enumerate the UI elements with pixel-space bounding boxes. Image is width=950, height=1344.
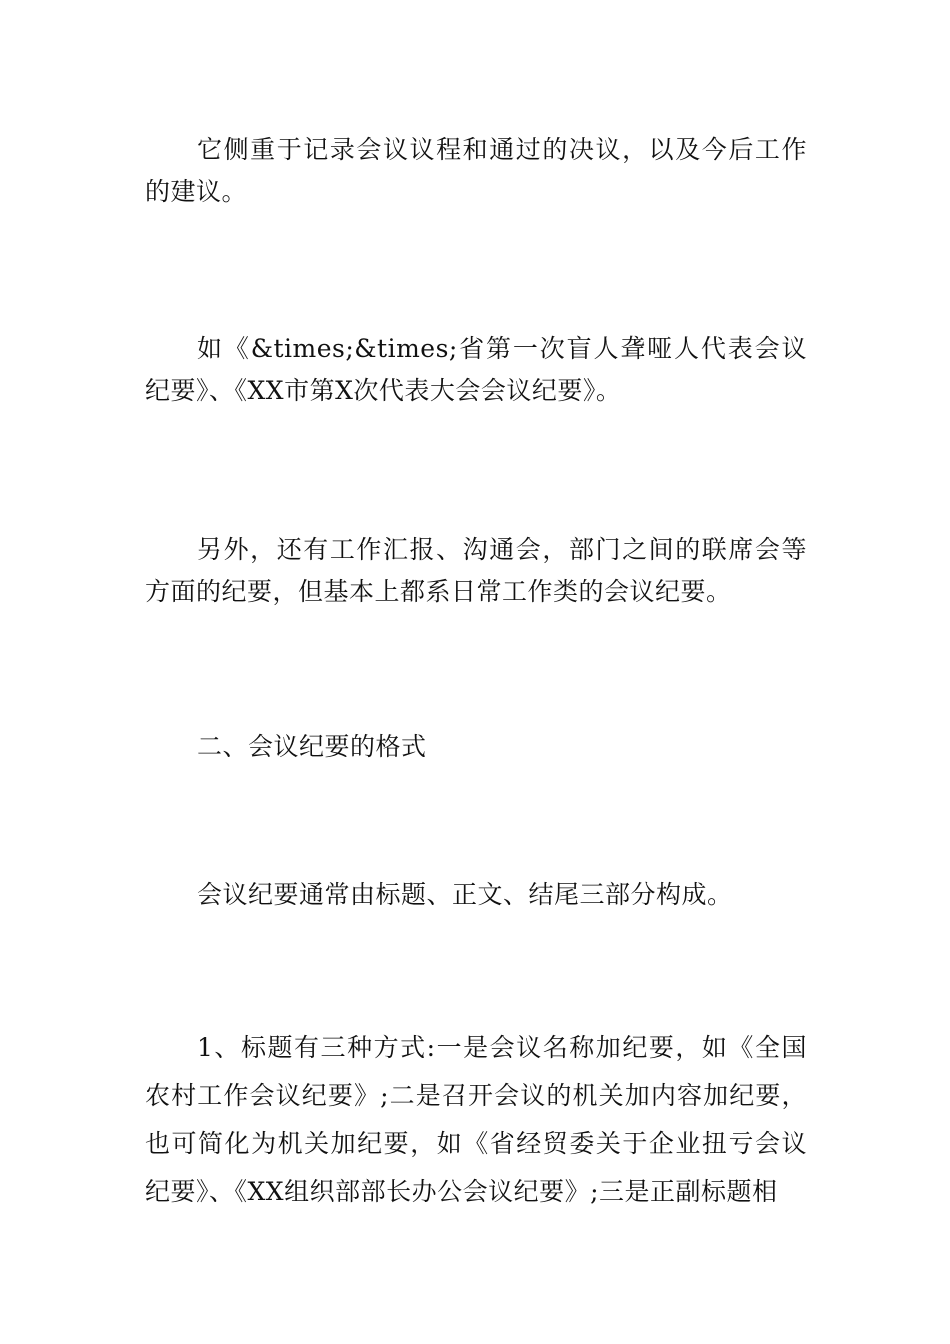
paragraph-1: 它侧重于记录会议议程和通过的决议，以及今后工作的建议。 <box>145 135 807 206</box>
paragraph-6: 1、标题有三种方式:一是会议名称加纪要，如《全国农村工作会议纪要》;二是召开会议的机关加内容加纪要，也可简化为机关加纪要，如《省经贸委关于企业扭亏会议纪要》、《XX组织部部长办公会议纪要》;三是正副标题相 <box>145 1033 807 1206</box>
paragraph-2: 如《&times;&times;省第一次盲人聋哑人代表会议纪要》、《XX市第X次代表大会会议纪要》。 <box>145 334 807 405</box>
section-heading: 二、会议纪要的格式 <box>197 732 427 761</box>
paragraph-3: 另外，还有工作汇报、沟通会，部门之间的联席会等方面的纪要，但基本上都系日常工作类的会议纪要。 <box>145 535 807 606</box>
paragraph-5: 会议纪要通常由标题、正文、结尾三部分构成。 <box>197 880 733 909</box>
